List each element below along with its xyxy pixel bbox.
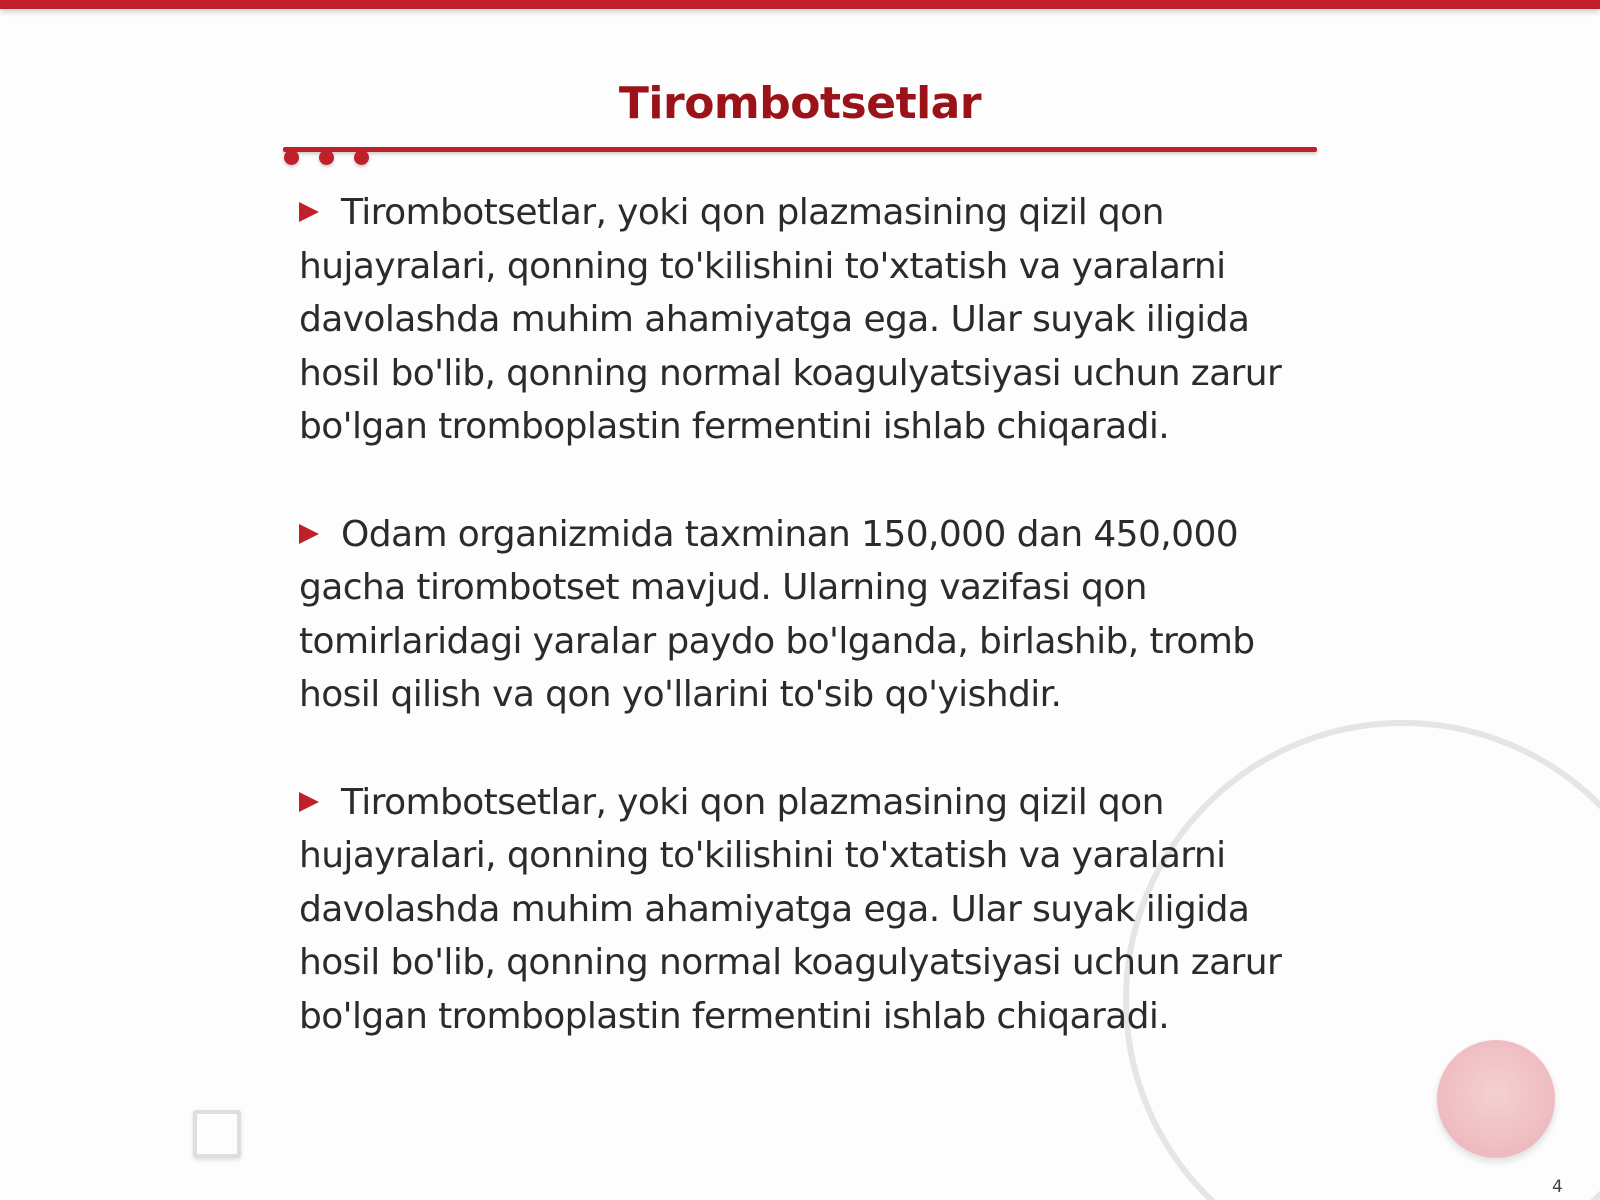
- decorative-dot: [354, 150, 369, 165]
- slide-title: Tirombotsetlar: [618, 78, 982, 129]
- triangle-right-icon: [299, 524, 319, 544]
- decorative-square: [193, 1110, 241, 1158]
- triangle-right-icon: [299, 202, 319, 222]
- bullet-item: [299, 186, 1299, 454]
- page-number: 4: [1552, 1177, 1563, 1197]
- title-underline: [283, 147, 1317, 152]
- decorative-pink-circle: [1437, 1040, 1555, 1158]
- bullet-item: [299, 508, 1299, 722]
- bullet-text: Tirombotsetlar, yoki qon plazmasining qizil qon hujayralari, qonning to'kilishini to'xtatish va yaralarni davolashda muhim ahamiyatga ega. Ular suyak iligida hosil bo'lib, qonning normal koagulyatsiyasi uchun zarur bo'lgan tromboplastin fermentini ishlab chiqaradi.: [299, 781, 1282, 1037]
- bullet-text: Odam organizmida taxminan 150,000 dan 450,000 gacha tirombotset mavjud. Ularning vazifasi qon tomirlaridagi yaralar paydo bo'lganda, birlashib, tromb hosil qilish va qon yo'llarini to'sib qo'yishdir.: [299, 513, 1255, 715]
- decorative-dot: [284, 150, 299, 165]
- bullet-text: Tirombotsetlar, yoki qon plazmasining qizil qon hujayralari, qonning to'kilishini to'xtatish va yaralarni davolashda muhim ahamiyatga ega. Ular suyak iligida hosil bo'lib, qonning normal koagulyatsiyasi uchun zarur bo'lgan tromboplastin fermentini ishlab chiqaradi.: [299, 192, 1282, 447]
- bullet-item: [299, 776, 1299, 1044]
- bullet-list: [299, 186, 1299, 1043]
- triangle-right-icon: [299, 792, 319, 812]
- decorative-dot: [319, 150, 334, 165]
- top-accent-bar: [0, 0, 1600, 9]
